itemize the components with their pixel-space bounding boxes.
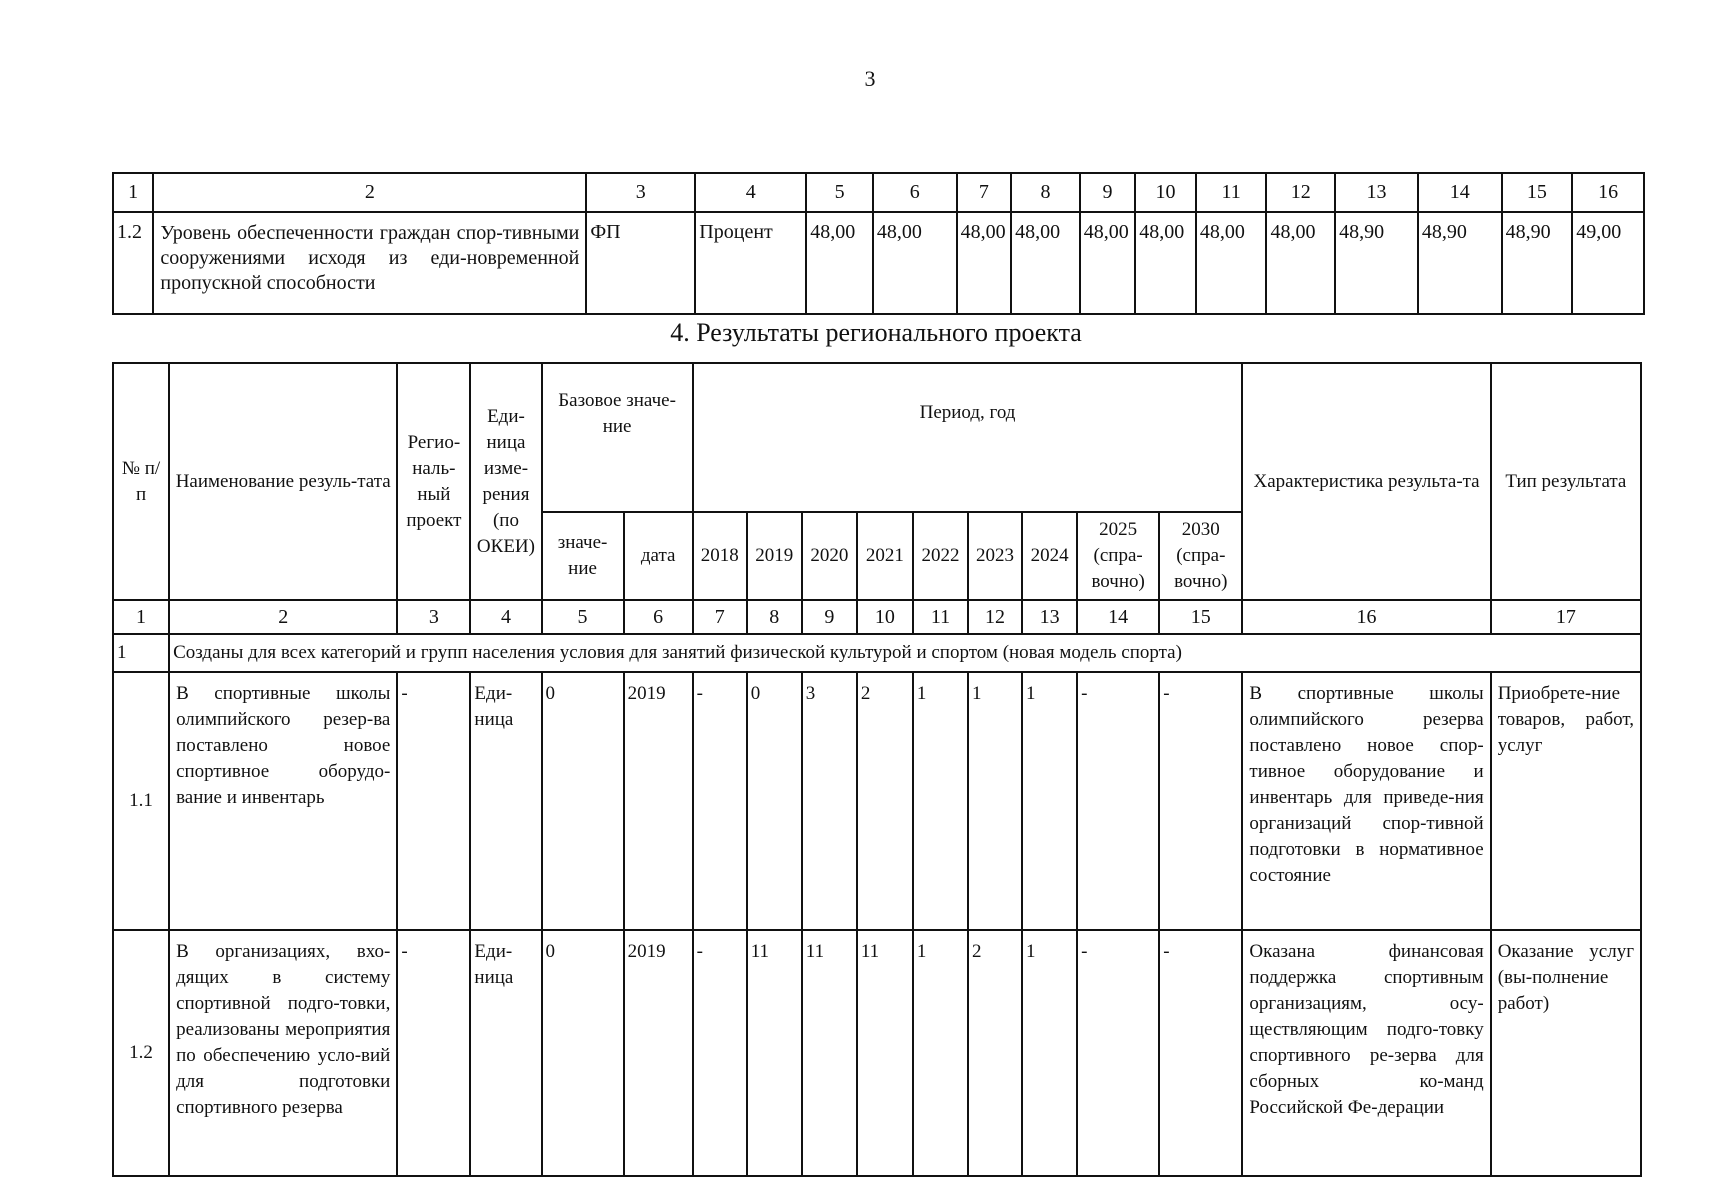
- column-number: 9: [802, 600, 857, 634]
- column-number: 11: [913, 600, 968, 634]
- indicator-value: 48,00: [1135, 212, 1196, 314]
- column-numbers-row: [113, 600, 1641, 634]
- indicator-type: ФП: [586, 212, 695, 314]
- results-header-row: [113, 363, 1641, 512]
- result-year-value: -: [693, 930, 747, 1176]
- result-name: В спортивные школы олимпийского резер-ва поставлено новое спортивное оборудо-вание и инвентарь: [169, 672, 397, 930]
- indicator-col-number: 7: [957, 173, 1011, 212]
- indicator-value: 48,90: [1335, 212, 1418, 314]
- indicator-col-number: 5: [806, 173, 873, 212]
- result-name: В организациях, вхо-дящих в систему спортивной подго-товки, реализованы мероприятия по обеспечению усло-вий для подготовки спортивного резерва: [169, 930, 397, 1176]
- indicator-col-number: 11: [1196, 173, 1267, 212]
- indicator-value: 48,00: [873, 212, 957, 314]
- result-year-value: 1: [1022, 672, 1077, 930]
- indicator-value: 48,00: [1196, 212, 1267, 314]
- result-base-date: 2019: [624, 672, 693, 930]
- result-number: 1.2: [113, 930, 169, 1176]
- group-title: Созданы для всех категорий и групп населения условия для занятий физической культурой и спортом (новая модель спорта): [169, 634, 1641, 672]
- header-result-type: Тип результата: [1491, 363, 1641, 600]
- indicator-value: 48,00: [1011, 212, 1080, 314]
- column-number: 13: [1022, 600, 1077, 634]
- result-year-value: 11: [802, 930, 857, 1176]
- header-unit: Еди-ница изме-рения (по ОКЕИ): [470, 363, 541, 600]
- indicator-header-row: [113, 173, 1644, 212]
- indicator-number: 1.2: [113, 212, 153, 314]
- column-number: 8: [747, 600, 802, 634]
- header-period: Период, год: [693, 363, 1243, 512]
- result-unit: Еди-ница: [470, 672, 541, 930]
- column-number: 17: [1491, 600, 1641, 634]
- column-number: 1: [113, 600, 169, 634]
- table-row: [113, 930, 1641, 1176]
- indicator-col-number: 1: [113, 173, 153, 212]
- indicator-col-number: 16: [1572, 173, 1644, 212]
- result-year-value: -: [1077, 672, 1159, 930]
- indicator-col-number: 2: [153, 173, 586, 212]
- result-year-value: -: [1159, 672, 1242, 930]
- indicator-col-number: 15: [1502, 173, 1573, 212]
- result-year-value: 1: [1022, 930, 1077, 1176]
- column-number: 5: [542, 600, 624, 634]
- header-result-name: Наименование резуль-тата: [169, 363, 397, 600]
- result-year-value: -: [693, 672, 747, 930]
- indicator-value: 48,90: [1502, 212, 1573, 314]
- table-row: [113, 672, 1641, 930]
- group-number: 1: [113, 634, 169, 672]
- column-number: 2: [169, 600, 397, 634]
- indicator-value: 48,00: [1080, 212, 1136, 314]
- header-year: 2025 (спра-вочно): [1077, 512, 1159, 600]
- result-year-value: 2: [968, 930, 1022, 1176]
- header-number: № п/п: [113, 363, 169, 600]
- result-year-value: 3: [802, 672, 857, 930]
- result-base-value: 0: [542, 672, 624, 930]
- result-year-value: -: [1077, 930, 1159, 1176]
- header-year: 2021: [857, 512, 913, 600]
- indicator-value: 49,00: [1572, 212, 1644, 314]
- indicator-value: 48,00: [806, 212, 873, 314]
- column-number: 7: [693, 600, 747, 634]
- indicator-name: Уровень обеспеченности граждан спор-тивными сооружениями исходя из еди-новременной пропускной способности: [153, 212, 586, 314]
- header-base-value-date: дата: [624, 512, 693, 600]
- indicator-col-number: 10: [1135, 173, 1196, 212]
- result-base-date: 2019: [624, 930, 693, 1176]
- column-number: 10: [857, 600, 913, 634]
- result-year-value: 1: [913, 930, 968, 1176]
- result-year-value: 11: [747, 930, 802, 1176]
- result-type: Оказание услуг (вы-полнение работ): [1491, 930, 1641, 1176]
- header-year: 2023: [968, 512, 1022, 600]
- page-number: 3: [864, 66, 876, 91]
- result-regional-project: -: [397, 672, 470, 930]
- column-number: 14: [1077, 600, 1159, 634]
- column-number: 12: [968, 600, 1022, 634]
- column-number: 6: [624, 600, 693, 634]
- column-number: 15: [1159, 600, 1242, 634]
- indicator-col-number: 8: [1011, 173, 1080, 212]
- result-year-value: 11: [857, 930, 913, 1176]
- indicator-value: 48,90: [1418, 212, 1502, 314]
- header-year: 2020: [802, 512, 857, 600]
- indicator-col-number: 3: [586, 173, 695, 212]
- result-unit: Еди-ница: [470, 930, 541, 1176]
- results-table: [112, 362, 1642, 1177]
- result-year-value: -: [1159, 930, 1242, 1176]
- group-row: [113, 634, 1641, 672]
- section-title: 4. Результаты регионального проекта: [670, 318, 1082, 347]
- header-year: 2022: [913, 512, 968, 600]
- result-characteristic: В спортивные школы олимпийского резерва поставлено новое спор-тивное оборудование и инвентарь для приведе-ния организаций спор-тивной подготовки в нормативное состояние: [1242, 672, 1490, 930]
- result-characteristic: Оказана финансовая поддержка спортивным организациям, осу-ществляющим подго-товку спортивного ре-зерва для сборных ко-манд Российской Фе-дерации: [1242, 930, 1490, 1176]
- header-year: 2018: [693, 512, 747, 600]
- indicator-col-number: 13: [1335, 173, 1418, 212]
- indicator-col-number: 6: [873, 173, 957, 212]
- result-year-value: 1: [968, 672, 1022, 930]
- header-year: 2030 (спра-вочно): [1159, 512, 1242, 600]
- column-number: 4: [470, 600, 541, 634]
- indicator-col-number: 4: [695, 173, 806, 212]
- result-number: 1.1: [113, 672, 169, 930]
- result-year-value: 2: [857, 672, 913, 930]
- result-regional-project: -: [397, 930, 470, 1176]
- indicator-col-number: 9: [1080, 173, 1136, 212]
- indicator-col-number: 12: [1266, 173, 1335, 212]
- indicator-value: 48,00: [1266, 212, 1335, 314]
- header-characteristic: Характеристика результа-та: [1242, 363, 1490, 600]
- result-year-value: 1: [913, 672, 968, 930]
- indicator-table: [112, 172, 1645, 315]
- indicator-unit: Процент: [695, 212, 806, 314]
- table-row: [113, 212, 1644, 314]
- header-year: 2019: [747, 512, 802, 600]
- column-number: 16: [1242, 600, 1490, 634]
- column-number: 3: [397, 600, 470, 634]
- result-base-value: 0: [542, 930, 624, 1176]
- header-year: 2024: [1022, 512, 1077, 600]
- header-base-value-value: значе-ние: [542, 512, 624, 600]
- header-base-value: Базовое значе-ние: [542, 363, 693, 512]
- result-year-value: 0: [747, 672, 802, 930]
- indicator-col-number: 14: [1418, 173, 1502, 212]
- result-type: Приобрете-ние товаров, работ, услуг: [1491, 672, 1641, 930]
- indicator-value: 48,00: [957, 212, 1011, 314]
- header-regional-project: Регио-наль-ный проект: [397, 363, 470, 600]
